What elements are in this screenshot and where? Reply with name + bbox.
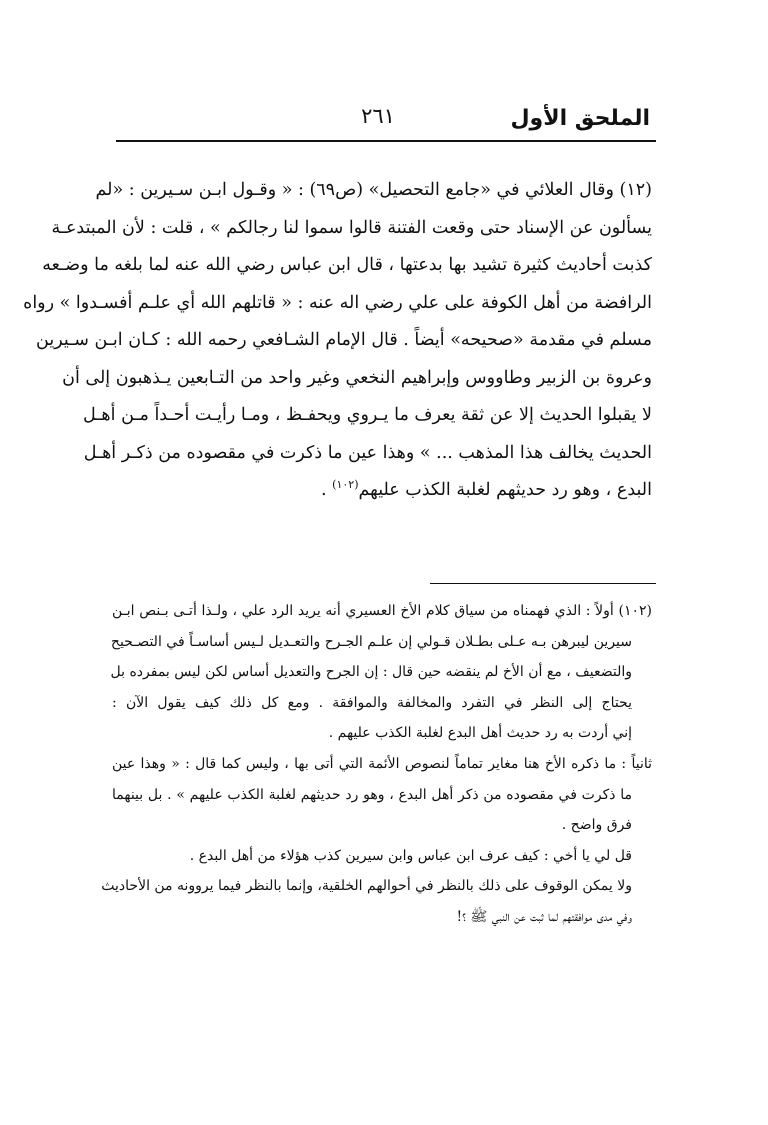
footnote-line: فرق واضح .	[561, 817, 632, 834]
closing-mark: .	[321, 480, 333, 500]
main-text	[23, 172, 652, 510]
header-rule	[116, 140, 656, 142]
page-number: ٢٦١	[361, 104, 395, 128]
main-text-line: يسألون عن الإسناد حتى وقعت الفتنة قالوا سموا لنا رجالكم » ، قلت : لأن المبتدعـة	[51, 217, 652, 238]
footnote-line: والتضعيف ، مع أن الأخ لم ينقضه حين قال : إن الجرح والتعديل أساس لكن ليس بمفرده بل	[110, 664, 632, 681]
main-text-line: البدع ، وهو رد حديثهم لغلبة الكذب عليهم	[358, 480, 652, 500]
footnote-line: وفي مدى موافقتهم لما ثبت عن النبي ﷺ ؟!	[456, 908, 632, 925]
main-text-line: الحديث يخالف هذا المذهب ... » وهذا عين ما ذكرت في مقصوده من ذكـر أهـل	[83, 442, 652, 463]
footnote-line: يحتاج إلى النظر في التفرد والمخالفة والموافقة . ومع كل ذلك كيف يقول الآن :	[112, 694, 632, 711]
footnote-separator	[430, 583, 656, 584]
main-text-line: الرافضة من أهل الكوفة على علي رضي اله عنه : « قاتلهم الله أي علـم أفسـدوا » رواه	[23, 292, 652, 313]
footnote-line: قل لي يا أخي : كيف عرف ابن عباس وابن سيرين كذب هؤلاء من أهل البدع .	[189, 847, 632, 864]
main-text-line: لا يقبلوا الحديث إلا عن ثقة يعرف ما يـروي ويحفـظ ، ومـا رأيـت أحـداً مـن أهـل	[83, 405, 652, 425]
running-title: الملحق الأول	[510, 106, 650, 131]
footnote-line: ولا يمكن الوقوف على ذلك بالنظر في أحوالهم الخلقية، وإنما بالنظر فيما يروونه من الأحاديث	[101, 878, 632, 895]
footnote-line: (١٠٢) أولاً : الذي فهمناه من سياق كلام الأخ العسيري أنه يريد الرد علي ، ولـذا أتـى بـنص ابـن	[112, 603, 652, 619]
footnote-reference[interactable]: (١٠٢)	[332, 478, 359, 492]
main-text-line: كذبت أحاديث كثيرة تشيد بها بدعتها ، قال ابن عباس رضي الله عنه لما بلغه ما وضـعه	[42, 255, 652, 275]
footnotes	[101, 596, 652, 933]
footnote-line: ثانياً : ما ذكره الأخ هنا مغاير تماماً لنصوص الأئمة التي أتى بها ، وليس كما قال : « وهذا عين	[112, 755, 652, 772]
main-text-line: وعروة بن الزبير وطاووس وإبراهيم النخعي وغير واحد من التـابعين يـذهبون إلى أن	[62, 367, 652, 388]
main-text-line: مسلم في مقدمة «صحيحه» أيضاً . قال الإمام الشـافعي رحمه الله : كـان ابـن سـيرين	[36, 330, 652, 350]
main-text-last-line	[112, 472, 652, 510]
footnote-line: سيرين ليبرهن بـه عـلى بطـلان قـولي إن علـم الجـرح والتعـديل لـيس أساسـاً في التصـحيح	[110, 633, 632, 650]
footnote-line: ما ذكرت في مقصوده من ذكر أهل البدع ، وهو رد حديثهم لغلبة الكذب عليهم » . بل بينهما	[112, 786, 632, 803]
main-text-line: (١٢) وقال العلائي في «جامع التحصيل» (ص٦٩) : « وقـول ابـن سـيرين : «لم	[95, 180, 652, 200]
footnote-line: إني أردت به رد حديث أهل البدع لغلبة الكذب عليهم .	[328, 725, 632, 742]
